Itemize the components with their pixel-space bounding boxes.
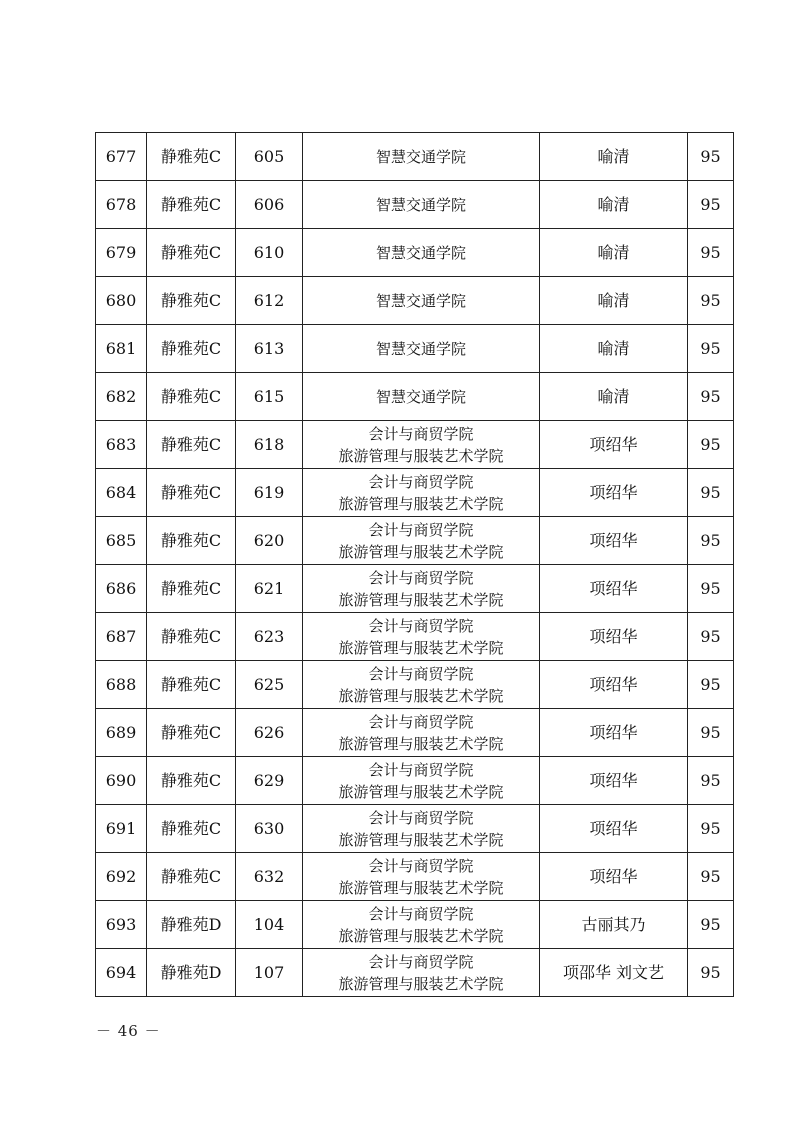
room-cell: 632	[236, 853, 303, 901]
manager-cell: 项绍华	[540, 469, 688, 517]
table-row	[96, 805, 734, 853]
row-number-cell: 693	[96, 901, 147, 949]
room-cell: 629	[236, 757, 303, 805]
college-name: 会计与商贸学院	[368, 664, 474, 683]
college-name: 智慧交通学院	[375, 291, 466, 310]
manager-cell: 项绍华	[540, 517, 688, 565]
building-cell: 静雅苑C	[147, 661, 236, 709]
row-number-cell: 690	[96, 757, 147, 805]
building-cell: 静雅苑C	[147, 757, 236, 805]
table-row	[96, 901, 734, 949]
college-name: 会计与商贸学院	[368, 424, 474, 443]
college-cell	[303, 421, 540, 469]
college-cell	[303, 517, 540, 565]
manager-cell: 项绍华	[540, 853, 688, 901]
college-name: 旅游管理与服装艺术学院	[338, 782, 504, 801]
college-name: 旅游管理与服装艺术学院	[338, 926, 504, 945]
room-cell: 613	[236, 325, 303, 373]
college-cell	[303, 133, 540, 181]
college-name: 会计与商贸学院	[368, 520, 474, 539]
room-cell: 630	[236, 805, 303, 853]
table-row	[96, 469, 734, 517]
building-cell: 静雅苑C	[147, 229, 236, 277]
score-cell: 95	[688, 565, 734, 613]
dormitory-score-table	[95, 132, 734, 997]
manager-cell: 喻清	[540, 277, 688, 325]
table-row	[96, 325, 734, 373]
score-cell: 95	[688, 949, 734, 997]
score-cell: 95	[688, 613, 734, 661]
room-cell: 104	[236, 901, 303, 949]
manager-cell: 项绍华	[540, 613, 688, 661]
college-name: 会计与商贸学院	[368, 808, 474, 827]
college-cell	[303, 757, 540, 805]
room-cell: 620	[236, 517, 303, 565]
row-number-cell: 678	[96, 181, 147, 229]
manager-cell: 项绍华	[540, 757, 688, 805]
score-cell: 95	[688, 805, 734, 853]
score-cell: 95	[688, 853, 734, 901]
room-cell: 621	[236, 565, 303, 613]
room-cell: 606	[236, 181, 303, 229]
score-cell: 95	[688, 181, 734, 229]
college-name: 会计与商贸学院	[368, 904, 474, 923]
manager-cell: 喻清	[540, 373, 688, 421]
row-number-cell: 692	[96, 853, 147, 901]
table-row	[96, 853, 734, 901]
manager-cell: 古丽其乃	[540, 901, 688, 949]
manager-cell: 喻清	[540, 325, 688, 373]
college-cell	[303, 853, 540, 901]
building-cell: 静雅苑C	[147, 181, 236, 229]
table-row	[96, 229, 734, 277]
row-number-cell: 684	[96, 469, 147, 517]
score-cell: 95	[688, 901, 734, 949]
table-row	[96, 277, 734, 325]
table-row	[96, 133, 734, 181]
manager-cell: 项绍华	[540, 421, 688, 469]
college-cell	[303, 565, 540, 613]
building-cell: 静雅苑C	[147, 325, 236, 373]
college-name: 智慧交通学院	[375, 387, 466, 406]
college-cell	[303, 373, 540, 421]
college-cell	[303, 229, 540, 277]
table-row	[96, 517, 734, 565]
building-cell: 静雅苑C	[147, 613, 236, 661]
college-cell	[303, 613, 540, 661]
room-cell: 619	[236, 469, 303, 517]
college-name: 旅游管理与服装艺术学院	[338, 638, 504, 657]
college-name: 会计与商贸学院	[368, 760, 474, 779]
college-name: 智慧交通学院	[375, 195, 466, 214]
room-cell: 623	[236, 613, 303, 661]
room-cell: 107	[236, 949, 303, 997]
score-cell: 95	[688, 709, 734, 757]
building-cell: 静雅苑C	[147, 517, 236, 565]
table-row	[96, 421, 734, 469]
college-cell	[303, 901, 540, 949]
college-name: 旅游管理与服装艺术学院	[338, 590, 504, 609]
building-cell: 静雅苑D	[147, 949, 236, 997]
manager-cell: 项绍华	[540, 709, 688, 757]
room-cell: 612	[236, 277, 303, 325]
row-number-cell: 689	[96, 709, 147, 757]
college-name: 旅游管理与服装艺术学院	[338, 830, 504, 849]
manager-cell: 项绍华	[540, 805, 688, 853]
page-number: － 46 －	[96, 1022, 161, 1040]
building-cell: 静雅苑C	[147, 565, 236, 613]
building-cell: 静雅苑C	[147, 709, 236, 757]
college-name: 智慧交通学院	[375, 339, 466, 358]
college-name: 旅游管理与服装艺术学院	[338, 686, 504, 705]
table-row	[96, 709, 734, 757]
building-cell: 静雅苑C	[147, 373, 236, 421]
college-cell	[303, 709, 540, 757]
room-cell: 605	[236, 133, 303, 181]
college-name: 旅游管理与服装艺术学院	[338, 878, 504, 897]
table-row	[96, 613, 734, 661]
college-name: 旅游管理与服装艺术学院	[338, 734, 504, 753]
college-cell	[303, 181, 540, 229]
building-cell: 静雅苑C	[147, 805, 236, 853]
building-cell: 静雅苑D	[147, 901, 236, 949]
room-cell: 626	[236, 709, 303, 757]
college-name: 旅游管理与服装艺术学院	[338, 974, 504, 993]
row-number-cell: 685	[96, 517, 147, 565]
table-row	[96, 373, 734, 421]
college-name: 会计与商贸学院	[368, 856, 474, 875]
table-row	[96, 757, 734, 805]
table-row	[96, 949, 734, 997]
score-cell: 95	[688, 757, 734, 805]
college-name: 智慧交通学院	[375, 147, 466, 166]
building-cell: 静雅苑C	[147, 853, 236, 901]
college-name: 会计与商贸学院	[368, 472, 474, 491]
college-cell	[303, 325, 540, 373]
score-cell: 95	[688, 421, 734, 469]
college-cell	[303, 949, 540, 997]
score-cell: 95	[688, 133, 734, 181]
manager-cell: 喻清	[540, 133, 688, 181]
table-body	[96, 133, 734, 997]
manager-cell: 喻清	[540, 229, 688, 277]
building-cell: 静雅苑C	[147, 277, 236, 325]
manager-cell: 项邵华 刘文艺	[540, 949, 688, 997]
college-name: 会计与商贸学院	[368, 616, 474, 635]
row-number-cell: 687	[96, 613, 147, 661]
table-row	[96, 181, 734, 229]
score-cell: 95	[688, 325, 734, 373]
score-cell: 95	[688, 277, 734, 325]
score-cell: 95	[688, 469, 734, 517]
college-name: 旅游管理与服装艺术学院	[338, 446, 504, 465]
manager-cell: 项绍华	[540, 661, 688, 709]
college-cell	[303, 661, 540, 709]
room-cell: 625	[236, 661, 303, 709]
room-cell: 615	[236, 373, 303, 421]
row-number-cell: 688	[96, 661, 147, 709]
row-number-cell: 681	[96, 325, 147, 373]
room-cell: 618	[236, 421, 303, 469]
college-name: 智慧交通学院	[375, 243, 466, 262]
row-number-cell: 683	[96, 421, 147, 469]
college-name: 旅游管理与服装艺术学院	[338, 494, 504, 513]
college-name: 旅游管理与服装艺术学院	[338, 542, 504, 561]
table-row	[96, 565, 734, 613]
college-cell	[303, 277, 540, 325]
college-name: 会计与商贸学院	[368, 952, 474, 971]
score-cell: 95	[688, 373, 734, 421]
row-number-cell: 679	[96, 229, 147, 277]
college-name: 会计与商贸学院	[368, 568, 474, 587]
manager-cell: 喻清	[540, 181, 688, 229]
building-cell: 静雅苑C	[147, 421, 236, 469]
college-cell	[303, 469, 540, 517]
score-cell: 95	[688, 661, 734, 709]
row-number-cell: 691	[96, 805, 147, 853]
table-row	[96, 661, 734, 709]
score-cell: 95	[688, 517, 734, 565]
row-number-cell: 686	[96, 565, 147, 613]
score-cell: 95	[688, 229, 734, 277]
college-cell	[303, 805, 540, 853]
building-cell: 静雅苑C	[147, 469, 236, 517]
room-cell: 610	[236, 229, 303, 277]
row-number-cell: 680	[96, 277, 147, 325]
college-name: 会计与商贸学院	[368, 712, 474, 731]
row-number-cell: 682	[96, 373, 147, 421]
building-cell: 静雅苑C	[147, 133, 236, 181]
manager-cell: 项绍华	[540, 565, 688, 613]
row-number-cell: 677	[96, 133, 147, 181]
row-number-cell: 694	[96, 949, 147, 997]
